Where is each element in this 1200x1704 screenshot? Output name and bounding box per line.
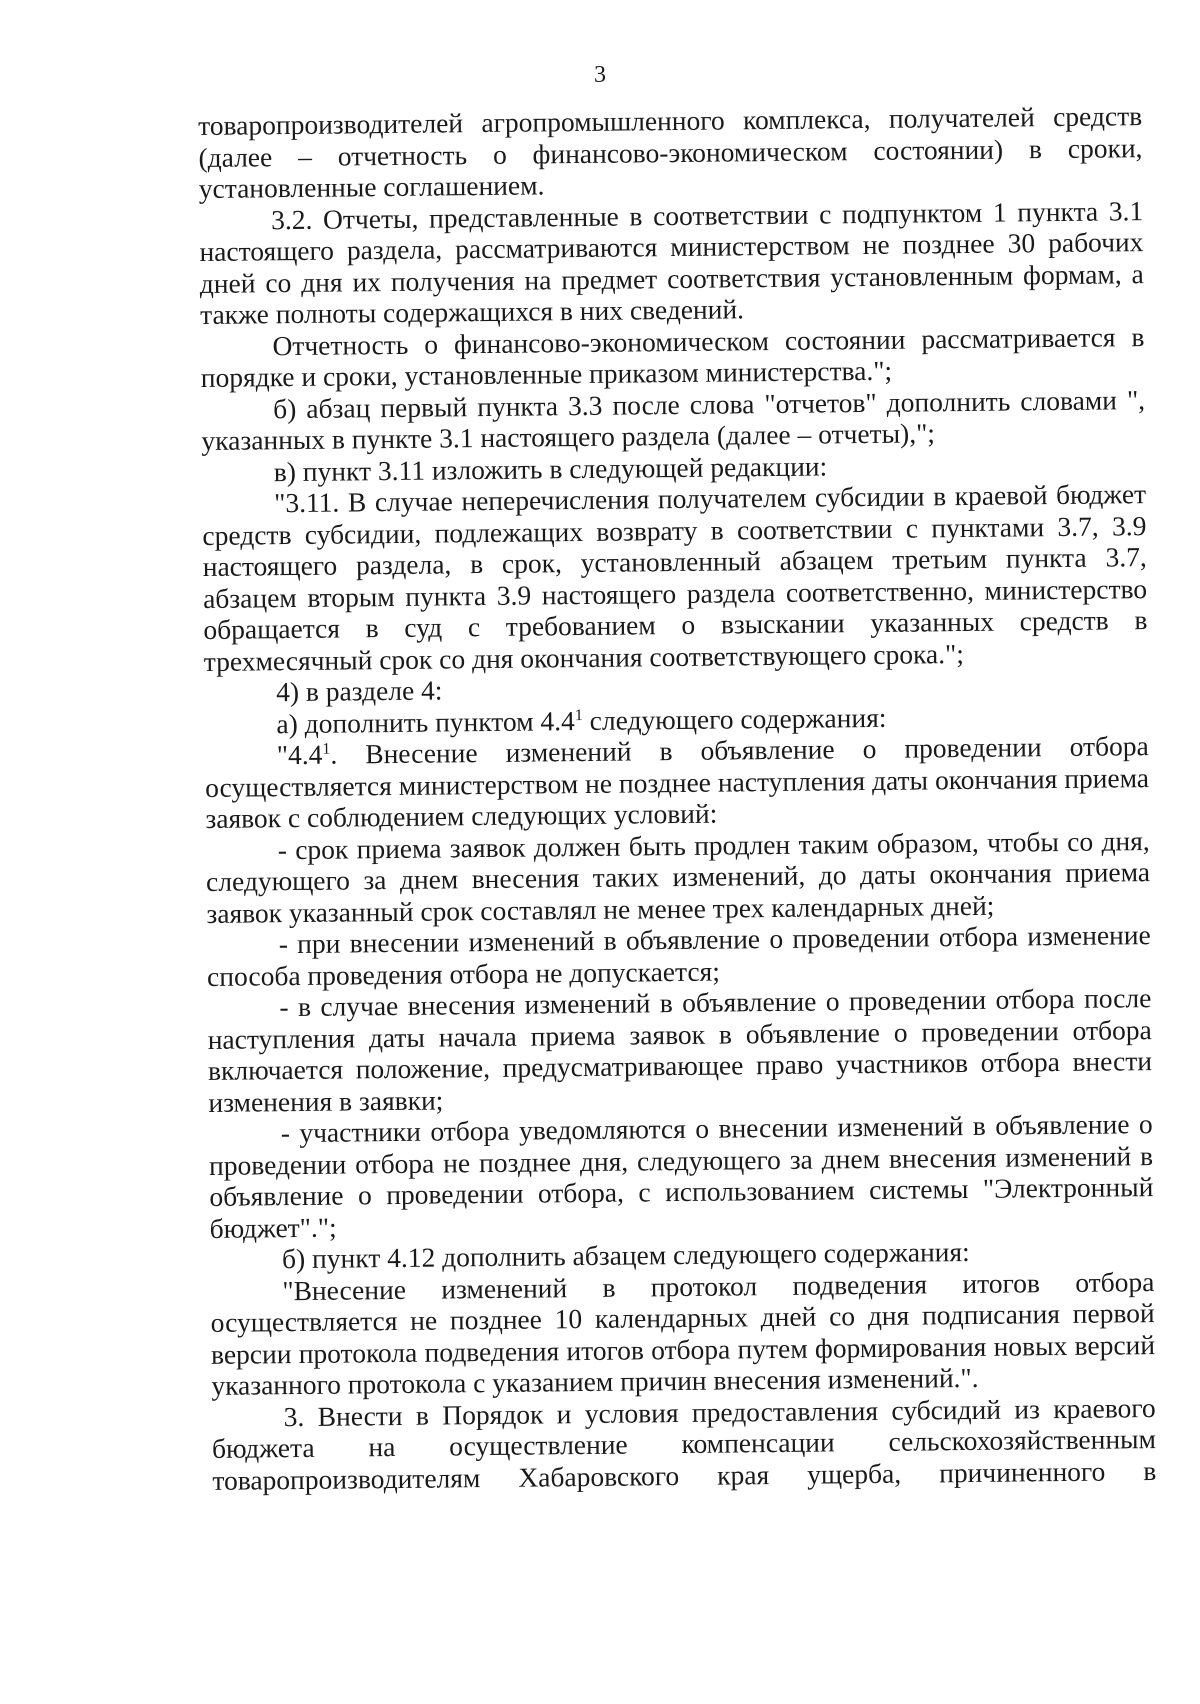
paragraph: - при внесении изменений в объявление о проведении отбора изменение способа проведения отбора не допускается; [206,919,1151,992]
document-body [198,100,1156,1496]
superscript: 1 [322,740,331,758]
paragraph: 4) в разделе 4: [275,674,443,708]
paragraph: б) пункт 4.12 дополнить абзацем следующего содержания: [281,1235,970,1275]
page-number: 3 [594,62,606,88]
paragraph: - в случае внесения изменений в объявление о проведении отбора после наступления даты начала приема заявок в объявление о проведении отбора включается положение, предусматривающее право участников отбора внести изменения в заявки; [207,982,1153,1118]
paragraph-text: а) дополнить пунктом 4.4 [276,704,575,739]
paragraph: 3. Внести в Порядок и условия предоставления субсидий из краевого бюджета на осуществление компенсации сельскохозяйственным товаропроизводителям Хабаровского края ущерба, причиненного в [211,1391,1157,1496]
paragraph: Отчетность о финансово-экономическом состоянии рассматривается в порядке и сроки, установленные приказом министерства."; [200,320,1145,393]
superscript: 1 [574,706,583,724]
paragraph [205,730,1150,834]
paragraph: товаропроизводителей агропромышленного комплекса, получателей средств (далее – отчетность о финансово-экономическом состоянии) в сроки, установленные соглашением. [198,100,1143,204]
paragraph-text: следующего содержания: [582,701,887,736]
paragraph: - срок приема заявок должен быть продлен таким образом, чтобы со дня, следующего за днем внесения таких изменений, до даты окончания приема заявок указанный срок составлял не менее трех календарных дней; [205,824,1151,929]
paragraph: в) пункт 3.11 изложить в следующей редакции: [273,449,828,487]
paragraph: - участники отбора уведомляются о внесении изменений в объявление о проведении отбора не позднее дня, следующего за днем внесения изменений в объявление о проведении отбора, с использованием системы "Электронный бюджет"."; [208,1108,1154,1244]
paragraph: "3.11. В случае неперечисления получателем субсидии в краевой бюджет средств субсидии, подлежащих возврату в соответствии с пунктами 3.7, 3.9 настоящего раздела, в срок, установленный абзацем третьим пункта 3.7, абзацем вторым пункта 3.9 настоящего раздела соответственно, министерство обращается в суд с требованием о взыскании указанных средств в трехмесячный срок со дня окончания соответствующего срока."; [202,478,1148,677]
paragraph-text: "4.4 [276,738,323,771]
paragraph: 3.2. Отчеты, представленные в соответствии с подпунктом 1 пункта 3.1 настоящего раздела, рассматриваются министерством не позднее 30 рабочих дней со дня их получения на предмет соответствия установленным формам, а также полноты содержащихся в них сведений. [199,194,1144,330]
paragraph-text: . Внесение изменений в объявление о проведении отбора осуществляется министерством не позднее наступления даты окончания приема заявок с соблюдением следующих условий: [204,730,1150,834]
paragraph: б) абзац первый пункта 3.3 после слова "отчетов" дополнить словами ", указанных в пункте 3.1 настоящего раздела (далее – отчеты),"; [201,383,1146,456]
paragraph: "Внесение изменений в протокол подведения итогов отбора осуществляется не позднее 10 календарных дней со дня подписания первой версии протокола подведения итогов отбора путем формирования новых версий указанного протокола с указанием причин внесения изменений.". [210,1265,1156,1401]
